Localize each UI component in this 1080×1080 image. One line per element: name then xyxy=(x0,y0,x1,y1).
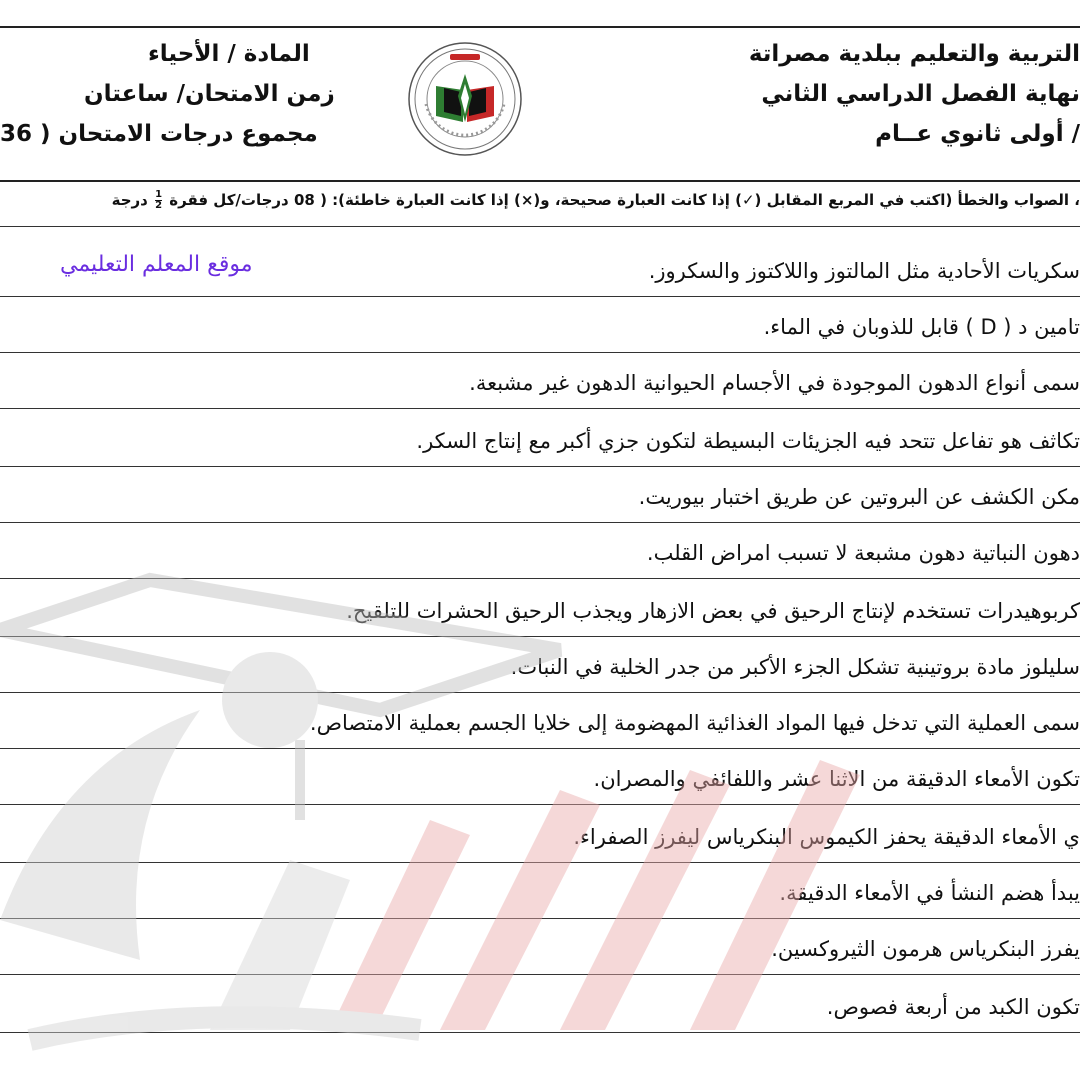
header-right-line-3: / أولى ثانوي عــام xyxy=(875,121,1080,147)
row-divider xyxy=(0,1032,1080,1033)
question-13: يفرز البنكرياس هرمون الثيروكسين. xyxy=(771,937,1080,961)
header-left-line-3 xyxy=(0,118,420,150)
row-divider xyxy=(0,408,1080,409)
header-left-line-2 xyxy=(0,78,420,110)
row-divider xyxy=(0,636,1080,637)
row-divider xyxy=(0,804,1080,805)
instruction-text: ، الصواب والخطأ (اكتب في المربع المقابل (✓) إذا كانت العبارة صحيحة، و(×) إذا كانت العبارة خاطئة): ( 08 درجات/كل فقرة xyxy=(169,191,1080,209)
question-2: تامين د ( D ) قابل للذوبان في الماء. xyxy=(763,315,1080,339)
question-1: سكريات الأحادية مثل المالتوز واللاكتوز والسكروز. xyxy=(648,259,1080,283)
question-10: تكون الأمعاء الدقيقة من الاثنا عشر واللفائفي والمصران. xyxy=(593,767,1080,791)
site-label[interactable]: موقع المعلم التعليمي xyxy=(60,252,253,277)
exam-duration-label: زمن الامتحان/ ساعتان xyxy=(84,81,335,107)
row-divider xyxy=(0,296,1080,297)
fraction-numerator: 1 xyxy=(155,189,163,200)
school-emblem-icon xyxy=(406,40,524,158)
row-divider xyxy=(0,862,1080,863)
fraction-denominator: 2 xyxy=(155,200,163,211)
row-divider xyxy=(0,522,1080,523)
header-right-line-1: التربية والتعليم ببلدية مصراتة xyxy=(748,41,1080,67)
question-11: ي الأمعاء الدقيقة يحفز الكيموس البنكرياس ليفرز الصفراء. xyxy=(573,825,1080,849)
question-4: تكاثف هو تفاعل تتحد فيه الجزيئات البسيطة لتكون جزي أكبر مع إنتاج السكر. xyxy=(416,429,1080,453)
header-left-line-1 xyxy=(0,38,420,70)
instruction-line xyxy=(0,186,1080,214)
subject-label: المادة / الأحياء xyxy=(148,41,310,67)
row-divider xyxy=(0,226,1080,227)
row-divider xyxy=(0,748,1080,749)
question-6: دهون النباتية دهون مشبعة لا تسبب امراض القلب. xyxy=(646,541,1080,565)
row-divider xyxy=(0,692,1080,693)
row-divider xyxy=(0,918,1080,919)
header-divider xyxy=(0,180,1080,182)
row-divider xyxy=(0,578,1080,579)
question-8: سليلوز مادة بروتينية تشكل الجزء الأكبر من جدر الخلية في النبات. xyxy=(510,655,1080,679)
top-border xyxy=(0,26,1080,28)
question-9: سمى العملية التي تدخل فيها المواد الغذائية المهضومة إلى خلايا الجسم بعملية الامتصاص. xyxy=(309,711,1080,735)
row-divider xyxy=(0,352,1080,353)
fraction xyxy=(155,190,162,211)
question-7: كربوهيدرات تستخدم لإنتاج الرحيق في بعض الازهار ويجذب الرحيق الحشرات للتلقيح. xyxy=(346,599,1080,623)
question-14: تكون الكبد من أربعة فصوص. xyxy=(826,995,1080,1019)
question-5: مكن الكشف عن البروتين عن طريق اختبار بيوريت. xyxy=(638,485,1080,509)
exam-total-label: مجموع درجات الامتحان ( 36 xyxy=(0,121,318,147)
question-3: سمى أنواع الدهون الموجودة في الأجسام الحيوانية الدهون غير مشبعة. xyxy=(469,371,1080,395)
row-divider xyxy=(0,974,1080,975)
instruction-suffix: درجة xyxy=(111,191,148,209)
question-12: يبدأ هضم النشأ في الأمعاء الدقيقة. xyxy=(779,881,1080,905)
row-divider xyxy=(0,466,1080,467)
header-right-line-2: نهاية الفصل الدراسي الثاني xyxy=(761,81,1080,107)
